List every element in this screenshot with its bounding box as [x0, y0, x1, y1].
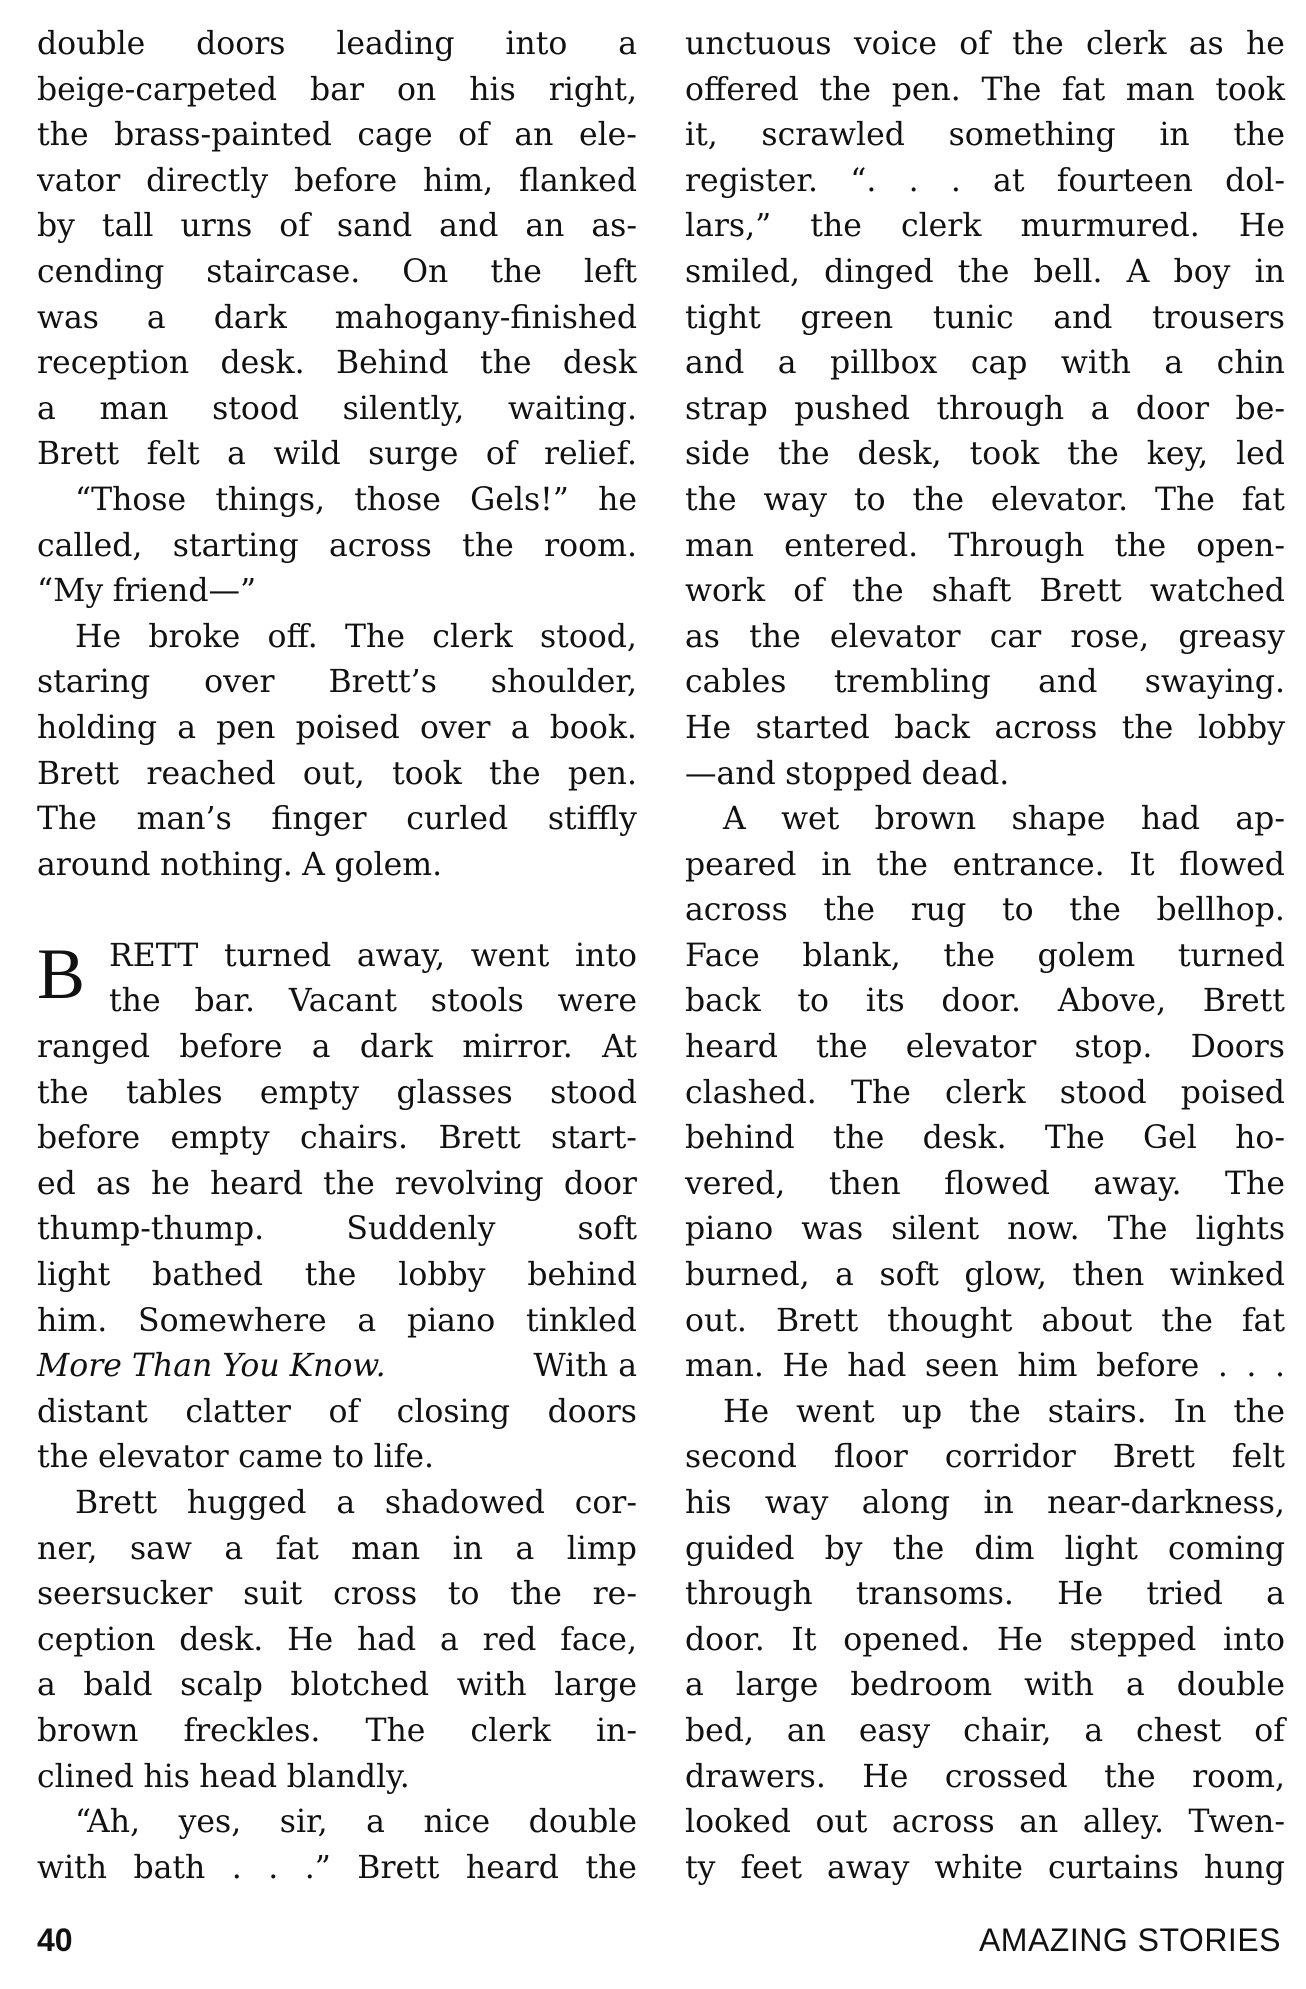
text-line: “Those things, those Gels!” he	[75, 481, 637, 518]
text-line: ranged before a dark mirror. At	[37, 1029, 637, 1066]
text-line: back to its door. Above, Brett	[685, 983, 1285, 1020]
text-line: through transoms. He tried a	[685, 1576, 1285, 1613]
text-line: RETT turned away, went into	[109, 937, 637, 974]
text-line: ty feet away white curtains hung	[685, 1849, 1285, 1886]
text-line: holding a pen poised over a book.	[37, 709, 637, 746]
text-line: a large bedroom with a double	[685, 1667, 1285, 1704]
text-line: Brett hugged a shadowed cor-	[75, 1485, 637, 1521]
text-line: peared in the entrance. It flowed	[685, 846, 1285, 883]
text-line: piano was silent now. The lights	[685, 1211, 1285, 1248]
text-line: was a dark mahogany-finished	[37, 299, 637, 336]
text-line	[37, 1344, 637, 1390]
text-line: bed, an easy chair, a chest of	[685, 1712, 1285, 1749]
text-line-rest: With a	[533, 1348, 637, 1385]
text-line: before empty chairs. Brett start-	[37, 1120, 637, 1157]
text-line: work of the shaft Brett watched	[685, 573, 1285, 610]
right-text-column	[685, 22, 1285, 1891]
text-line: seersucker suit cross to the re-	[37, 1576, 637, 1613]
text-line: the tables empty glasses stood	[37, 1074, 637, 1111]
text-line: a bald scalp blotched with large	[37, 1667, 637, 1704]
text-line: Face blank, the golem turned	[685, 937, 1285, 974]
text-line: He started back across the lobby	[685, 709, 1285, 746]
text-line: as the elevator car rose, greasy	[685, 618, 1285, 655]
text-line: side the desk, took the key, led	[685, 436, 1285, 473]
text-line: double doors leading into a	[37, 26, 637, 62]
text-line: ed as he heard the revolving door	[37, 1165, 637, 1202]
text-line: clashed. The clerk stood poised	[685, 1074, 1285, 1111]
text-line: staring over Brett’s shoulder,	[37, 664, 637, 701]
text-line: heard the elevator stop. Doors	[685, 1029, 1285, 1066]
italic-title: More Than You Know.	[37, 1348, 386, 1385]
left-text-column	[37, 22, 637, 1891]
text-line: him. Somewhere a piano tinkled	[37, 1302, 637, 1339]
text-line: burned, a soft glow, then winked	[685, 1257, 1285, 1294]
text-line: The man’s finger curled stiffly	[37, 801, 637, 838]
text-line: distant clatter of closing doors	[37, 1393, 637, 1430]
text-line: He broke off. The clerk stood,	[75, 618, 637, 655]
text-line: around nothing. A golem.	[37, 846, 443, 883]
text-line: across the rug to the bellhop.	[685, 892, 1285, 929]
text-line: it, scrawled something in the	[685, 117, 1285, 154]
text-line: cending staircase. On the left	[37, 253, 637, 290]
text-line: man entered. Through the open-	[685, 527, 1285, 564]
text-line: ner, saw a fat man in a limp	[37, 1530, 637, 1567]
text-line: smiled, dinged the bell. A boy in	[685, 253, 1285, 290]
text-line: with bath . . .” Brett heard the	[37, 1849, 637, 1886]
drop-cap: B	[37, 934, 86, 1014]
text-line: the way to the elevator. The fat	[685, 481, 1285, 518]
text-line: brown freckles. The clerk in-	[37, 1712, 637, 1749]
text-line: his way along in near-darkness,	[685, 1485, 1285, 1521]
text-line: out. Brett thought about the fat	[685, 1302, 1285, 1339]
page-number: 40	[37, 1922, 73, 1958]
text-line: looked out across an alley. Twen-	[685, 1804, 1285, 1841]
text-line: lars,” the clerk murmured. He	[685, 208, 1285, 245]
text-line: Brett felt a wild surge of relief.	[37, 436, 637, 473]
text-line: the brass-painted cage of an ele-	[37, 117, 637, 154]
text-line: —and stopped dead.	[685, 755, 1010, 792]
text-line: second floor corridor Brett felt	[685, 1439, 1285, 1476]
text-line: called, starting across the room.	[37, 527, 637, 564]
text-line: Brett reached out, took the pen.	[37, 755, 637, 792]
text-line: man. He had seen him before . . .	[685, 1348, 1285, 1385]
text-line: vered, then flowed away. The	[685, 1165, 1285, 1202]
text-line: He went up the stairs. In the	[723, 1393, 1285, 1430]
text-line: drawers. He crossed the room,	[685, 1758, 1285, 1795]
text-line: “Ah, yes, sir, a nice double	[75, 1804, 637, 1841]
text-line: register. “. . . at fourteen dol-	[685, 162, 1285, 199]
text-line: cables trembling and swaying.	[685, 664, 1285, 701]
text-line: A wet brown shape had ap-	[723, 801, 1285, 838]
section-break	[37, 888, 637, 934]
text-line: ception desk. He had a red face,	[37, 1621, 637, 1658]
text-line: tight green tunic and trousers	[685, 299, 1285, 336]
text-line: the elevator came to life.	[37, 1439, 434, 1476]
text-line: reception desk. Behind the desk	[37, 345, 637, 382]
text-line: strap pushed through a door be-	[685, 390, 1285, 427]
text-line: the bar. Vacant stools were	[109, 983, 637, 1020]
text-line: vator directly before him, flanked	[37, 162, 637, 199]
text-line: guided by the dim light coming	[685, 1530, 1285, 1567]
text-line: unctuous voice of the clerk as he	[685, 26, 1285, 62]
text-line: thump-thump. Suddenly soft	[37, 1211, 637, 1248]
text-line: by tall urns of sand and an as-	[37, 208, 637, 245]
text-line: light bathed the lobby behind	[37, 1257, 637, 1294]
text-line: a man stood silently, waiting.	[37, 390, 637, 427]
text-line: and a pillbox cap with a chin	[685, 345, 1285, 382]
text-line: “My friend—”	[37, 573, 257, 610]
text-line: offered the pen. The fat man took	[685, 71, 1285, 108]
text-line: behind the desk. The Gel ho-	[685, 1120, 1285, 1157]
text-line: door. It opened. He stepped into	[685, 1621, 1285, 1658]
text-line: clined his head blandly.	[37, 1758, 410, 1795]
text-line: beige-carpeted bar on his right,	[37, 71, 637, 108]
running-title: AMAZING STORIES	[978, 1922, 1281, 1958]
